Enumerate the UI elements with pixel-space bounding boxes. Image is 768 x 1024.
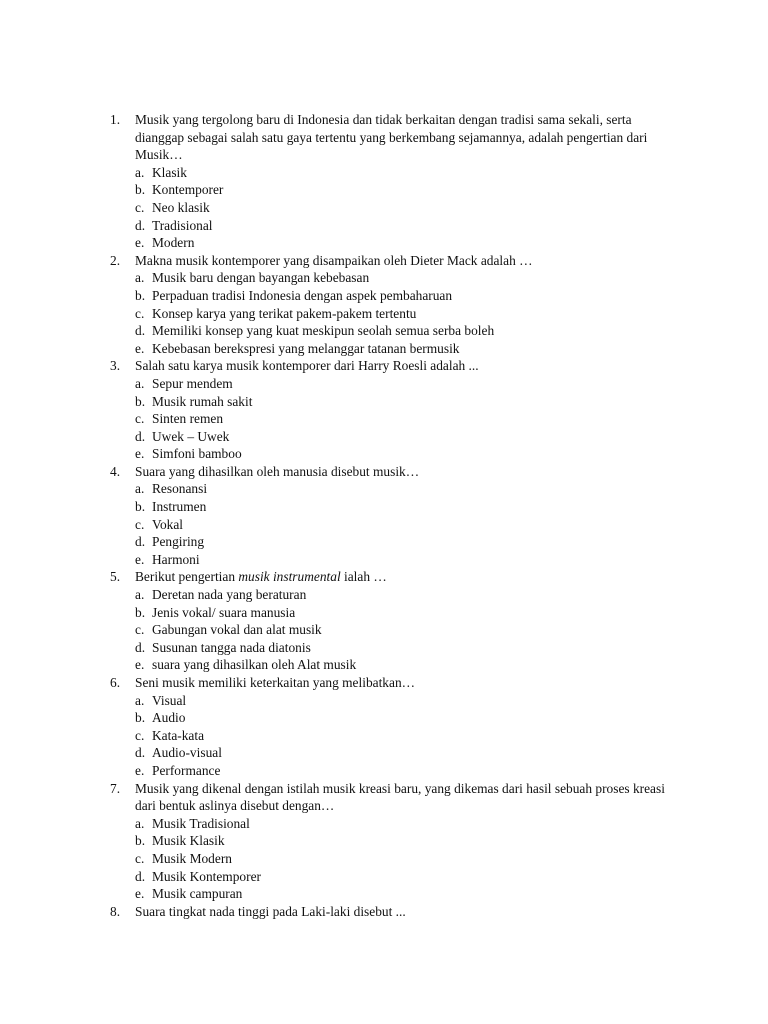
option-list xyxy=(135,480,680,568)
option-text: Musik Kontemporer xyxy=(152,868,261,884)
question-number: 5. xyxy=(110,569,121,585)
option-letter: b. xyxy=(135,833,146,849)
option-letter: a. xyxy=(135,692,145,708)
question-number: 4. xyxy=(110,463,121,479)
question-text: Salah satu karya musik kontemporer dari Harry Roesli adalah ... xyxy=(135,358,479,374)
option-text: Neo klasik xyxy=(152,199,210,215)
option-text: Musik baru dengan bayangan kebebasan xyxy=(152,270,370,286)
option-letter: d. xyxy=(135,868,146,884)
option-letter: a. xyxy=(135,270,145,286)
option-b xyxy=(135,181,680,199)
option-letter: d. xyxy=(135,639,146,655)
option-text: suara yang dihasilkan oleh Alat musik xyxy=(152,657,357,673)
option-a xyxy=(135,375,680,393)
option-d xyxy=(135,217,680,235)
option-e xyxy=(135,885,680,903)
option-text: Musik campuran xyxy=(152,886,243,902)
option-d xyxy=(135,322,680,340)
option-text: Simfoni bamboo xyxy=(152,446,242,462)
option-e xyxy=(135,656,680,674)
option-text: Musik Klasik xyxy=(152,833,225,849)
option-b xyxy=(135,287,680,305)
option-letter: b. xyxy=(135,182,146,198)
question-8 xyxy=(110,903,680,921)
option-c xyxy=(135,516,680,534)
question-7 xyxy=(110,780,680,903)
option-text: Sepur mendem xyxy=(152,375,233,391)
option-c xyxy=(135,727,680,745)
option-c xyxy=(135,410,680,428)
option-c xyxy=(135,199,680,217)
option-text: Audio xyxy=(152,710,186,726)
option-letter: b. xyxy=(135,393,146,409)
option-a xyxy=(135,692,680,710)
question-1 xyxy=(110,111,680,252)
option-letter: d. xyxy=(135,217,146,233)
option-list xyxy=(135,164,680,252)
option-text: Musik Modern xyxy=(152,850,232,866)
option-letter: d. xyxy=(135,323,146,339)
option-text: Musik rumah sakit xyxy=(152,393,253,409)
option-a xyxy=(135,586,680,604)
option-text: Deretan nada yang beraturan xyxy=(152,587,307,603)
option-b xyxy=(135,832,680,850)
question-text: Suara yang dihasilkan oleh manusia disebut musik… xyxy=(135,463,420,479)
question-6 xyxy=(110,674,680,780)
option-text: Jenis vokal/ suara manusia xyxy=(152,604,296,620)
option-list xyxy=(135,269,680,357)
question-text-start: Berikut pengertian xyxy=(135,569,239,585)
option-letter: e. xyxy=(135,340,145,356)
option-d xyxy=(135,744,680,762)
option-text: Uwek – Uwek xyxy=(152,428,230,444)
option-d xyxy=(135,868,680,886)
question-text-end: ialah … xyxy=(340,569,387,585)
option-b xyxy=(135,604,680,622)
option-text: Visual xyxy=(152,692,187,708)
question-text: Seni musik memiliki keterkaitan yang melibatkan… xyxy=(135,675,416,690)
option-a xyxy=(135,480,680,498)
option-text: Resonansi xyxy=(152,481,208,497)
option-b xyxy=(135,498,680,516)
option-letter: e. xyxy=(135,657,145,673)
option-letter: c. xyxy=(135,622,145,638)
option-letter: a. xyxy=(135,164,145,180)
option-letter: b. xyxy=(135,604,146,620)
option-letter: e. xyxy=(135,446,145,462)
option-text: Susunan tangga nada diatonis xyxy=(152,639,311,655)
option-text: Sinten remen xyxy=(152,411,224,427)
option-text: Kebebasan berekspresi yang melanggar tatanan bermusik xyxy=(152,340,460,356)
option-list xyxy=(135,815,680,903)
option-text: Musik Tradisional xyxy=(152,815,250,831)
option-text: Kontemporer xyxy=(152,182,224,198)
question-number: 7. xyxy=(110,780,121,796)
question-number: 1. xyxy=(110,112,121,127)
question-number: 2. xyxy=(110,252,121,268)
option-d xyxy=(135,533,680,551)
question-4 xyxy=(110,463,680,569)
question-number: 8. xyxy=(110,903,121,919)
option-letter: d. xyxy=(135,745,146,761)
option-list xyxy=(135,375,680,463)
option-text: Audio-visual xyxy=(152,745,222,761)
question-text: Musik yang dikenal dengan istilah musik kreasi baru, yang dikemas dari hasil sebuah proses kreasi dari bentuk aslinya disebut dengan… xyxy=(135,780,665,814)
option-letter: c. xyxy=(135,516,145,532)
option-letter: d. xyxy=(135,428,146,444)
question-number: 6. xyxy=(110,675,121,690)
option-a xyxy=(135,815,680,833)
option-text: Memiliki konsep yang kuat meskipun seolah semua serba boleh xyxy=(152,323,495,339)
option-d xyxy=(135,639,680,657)
question-list xyxy=(110,111,680,920)
option-letter: d. xyxy=(135,534,146,550)
question-5 xyxy=(110,568,680,674)
option-letter: e. xyxy=(135,762,145,778)
question-text xyxy=(135,568,680,586)
option-letter: e. xyxy=(135,551,145,567)
option-e xyxy=(135,551,680,569)
option-letter: a. xyxy=(135,375,145,391)
option-a xyxy=(135,269,680,287)
option-d xyxy=(135,428,680,446)
option-letter: a. xyxy=(135,587,145,603)
option-text: Performance xyxy=(152,762,221,778)
option-e xyxy=(135,445,680,463)
option-text: Klasik xyxy=(152,164,187,180)
option-text: Kata-kata xyxy=(152,727,205,743)
option-letter: c. xyxy=(135,305,145,321)
option-text: Pengiring xyxy=(152,534,205,550)
question-2 xyxy=(110,252,680,358)
option-c xyxy=(135,850,680,868)
question-3 xyxy=(110,357,680,463)
option-text: Modern xyxy=(152,235,195,251)
option-letter: c. xyxy=(135,199,145,215)
option-list xyxy=(135,692,680,780)
option-b xyxy=(135,709,680,727)
option-letter: c. xyxy=(135,411,145,427)
question-text-italic: musik instrumental xyxy=(238,569,341,585)
option-text: Vokal xyxy=(152,516,183,532)
option-text: Instrumen xyxy=(152,499,207,515)
option-b xyxy=(135,393,680,411)
option-c xyxy=(135,621,680,639)
option-letter: a. xyxy=(135,481,145,497)
option-letter: c. xyxy=(135,727,145,743)
option-c xyxy=(135,305,680,323)
option-text: Perpaduan tradisi Indonesia dengan aspek pembaharuan xyxy=(152,287,453,303)
question-text: Suara tingkat nada tinggi pada Laki-laki disebut ... xyxy=(135,903,406,919)
option-letter: e. xyxy=(135,886,145,902)
option-letter: b. xyxy=(135,287,146,303)
option-e xyxy=(135,234,680,252)
question-text: Makna musik kontemporer yang disampaikan oleh Dieter Mack adalah … xyxy=(135,252,533,268)
option-text: Tradisional xyxy=(152,217,213,233)
option-letter: a. xyxy=(135,815,145,831)
option-letter: b. xyxy=(135,710,146,726)
option-text: Harmoni xyxy=(152,551,200,567)
question-number: 3. xyxy=(110,358,121,374)
option-letter: e. xyxy=(135,235,145,251)
option-list xyxy=(135,586,680,674)
option-letter: c. xyxy=(135,850,145,866)
option-a xyxy=(135,164,680,182)
option-e xyxy=(135,762,680,780)
option-letter: b. xyxy=(135,499,146,515)
option-text: Gabungan vokal dan alat musik xyxy=(152,622,322,638)
question-text: Musik yang tergolong baru di Indonesia dan tidak berkaitan dengan tradisi sama sekali, serta dianggap sebagai salah satu gaya tertentu yang berkembang sejamannya, adalah pengertian dari Musik… xyxy=(135,112,648,163)
option-text: Konsep karya yang terikat pakem-pakem tertentu xyxy=(152,305,417,321)
option-e xyxy=(135,340,680,358)
